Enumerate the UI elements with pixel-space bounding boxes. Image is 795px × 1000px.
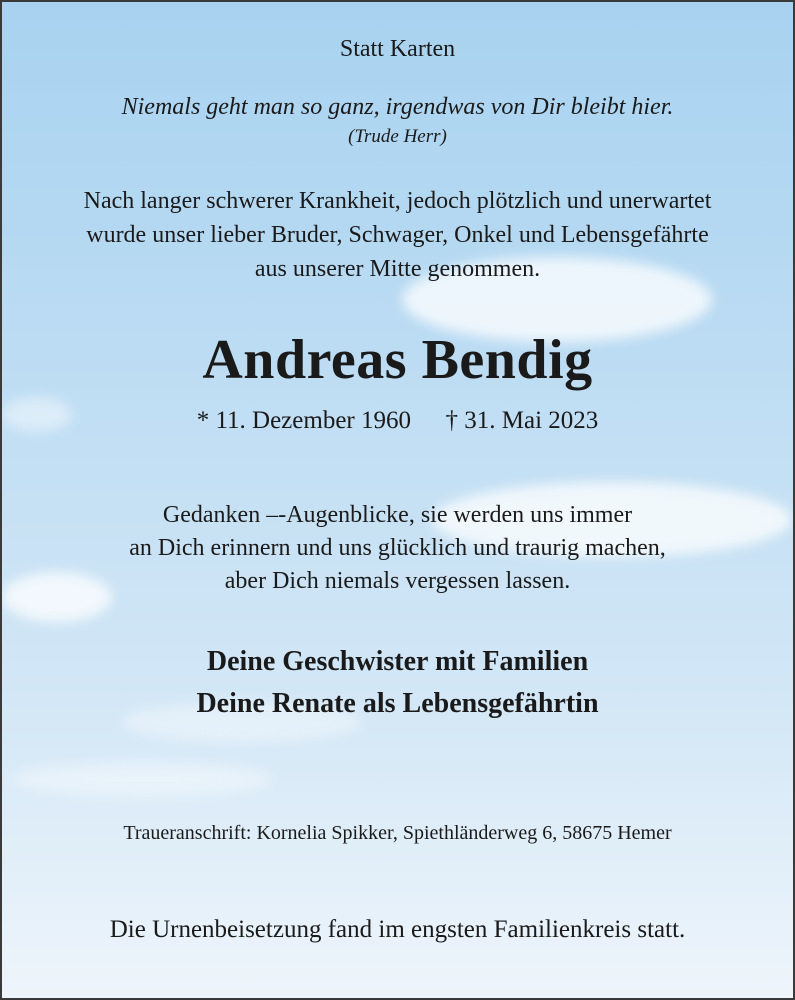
memorial-line-3: aber Dich niemals vergessen lassen. <box>224 568 571 594</box>
mourners-line-1: Deine Geschwister mit Familien <box>206 646 589 677</box>
burial-note: Die Urnenbeisetzung fand im engsten Familienkreis statt. <box>109 916 686 943</box>
death-date: † 31. Mai 2023 <box>445 407 599 434</box>
mourners-line-2: Deine Renate als Lebensgefährtin <box>196 688 599 719</box>
memorial-line-1: Gedanken –-Augenblicke, sie werden uns immer <box>162 502 633 528</box>
notice-content <box>2 2 793 998</box>
quote-text: Niemals geht man so ganz, irgendwas von Dir bleibt hier. <box>121 94 674 120</box>
announcement-line-1: Nach langer schwerer Krankheit, jedoch plötzlich und unerwartet <box>83 188 712 214</box>
deceased-name: Andreas Bendig <box>202 329 593 391</box>
birth-date: * 11. Dezember 1960 <box>196 407 411 434</box>
announcement-line-2: wurde unser lieber Bruder, Schwager, Onkel und Lebensgefährte <box>86 222 709 248</box>
memorial-line-2: an Dich erinnern und uns glücklich und traurig machen, <box>129 535 666 561</box>
mourning-address: Traueranschrift: Kornelia Spikker, Spiethländerweg 6, 58675 Hemer <box>123 822 672 844</box>
life-dates <box>2 407 793 435</box>
announcement-line-3: aus unserer Mitte genommen. <box>254 256 541 282</box>
quote-author: (Trude Herr) <box>348 126 447 147</box>
header-label: Statt Karten <box>339 36 456 62</box>
